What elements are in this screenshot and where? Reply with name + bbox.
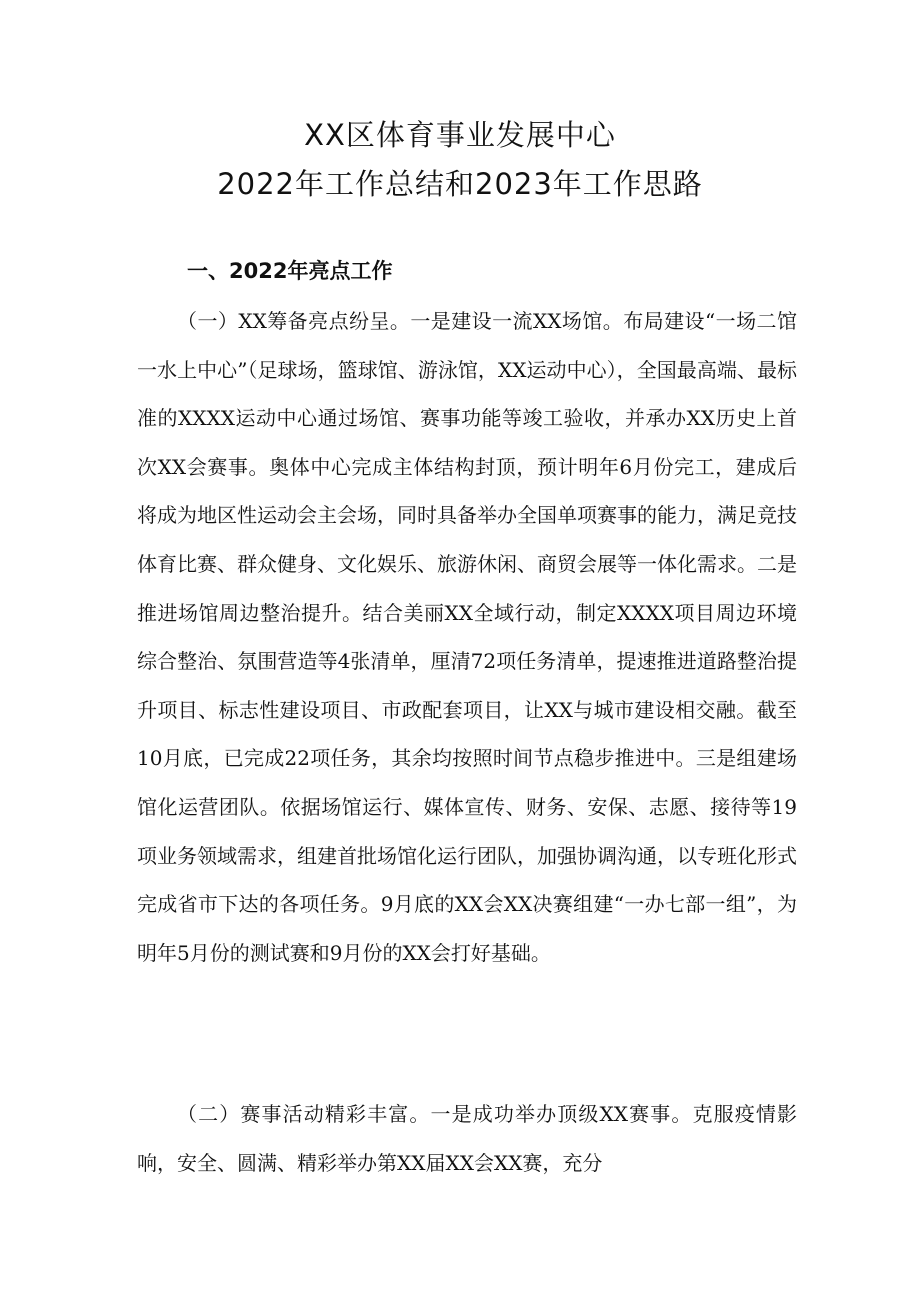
paragraph-1: （一）XX筹备亮点纷呈。一是建设一流XX场馆。布局建设“一场二馆一水上中心”（足球场，篮球馆、游泳馆，XX运动中心），全国最高端、最标准的XXXX运动中心通过场馆、赛事功能等竣工验收，并承办XX历史上首次XX会赛事。奥体中心完成主体结构封顶，预计明年6月份完工，建成后将成为地区性运动会主会场，同时具备举办全国单项赛事的能力，满足竞技体育比赛、群众健身、文化娱乐、旅游休闲、商贸会展等一体化需求。二是推进场馆周边整治提升。结合美丽XX全域行动，制定XXXX项目周边环境综合整治、氛围营造等4张清单，厘清72项任务清单，提速推进道路整治提升项目、标志性建设项目、市政配套项目，让XX与城市建设相交融。截至10月底，已完成22项任务，其余均按照时间节点稳步推进中。三是组建场馆化运营团队。依据场馆运行、媒体宣传、财务、安保、志愿、接待等19项业务领域需求，组建首批场馆化运行团队，加强协调沟通，以专班化形式完成省市下达的各项任务。9月底的XX会XX决赛组建“一办七部一组”，为明年5月份的测试赛和9月份的XX会打好基础。 <box>137 309 797 965</box>
document-title-line1: XX区体育事业发展中心 <box>304 118 616 152</box>
document-title-line2: 2022年工作总结和2023年工作思路 <box>217 167 703 201</box>
section1-heading: 一、2022年亮点工作 <box>187 259 393 283</box>
paragraph-2: （二）赛事活动精彩丰富。一是成功举办顶级XX赛事。克服疫情影响，安全、圆满、精彩举办第XX届XX会XX赛，充分 <box>137 1102 797 1175</box>
